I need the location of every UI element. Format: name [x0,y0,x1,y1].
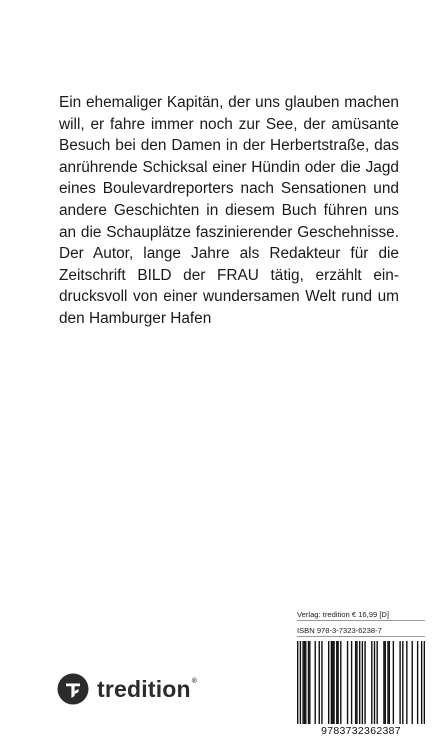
blurb-line: Besuch bei den Damen in der Herbertstraße, das [59,137,399,155]
barcode-bar [364,641,365,724]
barcode-bar [305,641,306,724]
barcode-bar [328,641,329,724]
barcode-bar [308,641,309,724]
blurb-line: Zeitschrift BILD der FRAU tätig, erzählt ein- [59,266,399,284]
blurb-line: anrührende Schicksal einer Hündin oder die Jagd [59,158,399,176]
barcode-bar [331,641,332,724]
blurb-line: eines Boulevardreporters nach Sensationen und [59,180,399,198]
barcode-bar [340,641,341,724]
barcode-bar [359,641,360,724]
blurb-line: andere Geschichten in diesem Buch führen uns [59,201,399,219]
barcode-bar [387,641,388,724]
barcode-bar [424,641,425,724]
barcode-bar [337,641,338,724]
barcode-bars [297,641,425,724]
barcode-bar [356,641,357,724]
barcode-bar [421,641,422,724]
blurb-line: will, er fahre immer noch zur See, der amüsante [59,115,399,133]
barcode-bar [300,641,301,724]
barcode-bar [297,641,298,724]
barcode-bar [347,641,348,724]
barcode-bar [399,641,400,724]
barcode-bar [371,641,372,724]
isbn-barcode [297,641,425,739]
blurb-line: Ein ehemaliger Kapitän, der uns glauben machen [59,94,399,111]
barcode-bar [406,641,407,724]
blurb-line: den Hamburger Hafen [59,309,212,327]
back-cover-blurb [59,92,399,330]
blurb-line: an die Schauplätze faszinierender Geschehnisse. [59,223,399,241]
blurb-line: drucksvoll von einer wundersamen Welt rund um [59,288,399,306]
barcode-bar [374,641,375,724]
barcode-bar [362,641,363,724]
publisher-info [297,609,425,641]
barcode-bar [315,641,316,724]
barcode-bar [383,641,384,724]
barcode-bar [336,641,337,724]
barcode-bar [389,641,390,724]
isbn-line: ISBN 978-3-7323-6238-7 [297,625,425,637]
barcode-bar [321,641,322,724]
blurb-line: Der Autor, lange Jahre als Redakteur für die [59,245,399,263]
publisher-price-line: Verlag: tredition € 16,99 [D] [297,609,425,621]
barcode-bar [393,641,394,724]
barcode-bar [333,641,334,724]
barcode-bar [355,641,356,724]
barcode-bar [302,641,303,724]
barcode-bar [351,641,352,724]
barcode-bar [332,641,333,724]
logo-wordmark: tredition® [97,675,198,702]
barcode-bar [319,641,320,724]
tredition-logo [57,670,197,708]
tredition-t-circle-icon [57,673,89,705]
barcode-bar [376,641,377,724]
barcode-bar [309,641,310,724]
registered-mark: ® [191,677,198,685]
barcode-bar [304,641,305,724]
barcode-digits: 9783732362387 [321,725,401,737]
barcode-bar [402,641,403,724]
barcode-bar [417,641,418,724]
barcode-bar [385,641,386,724]
barcode-bar [412,641,413,724]
